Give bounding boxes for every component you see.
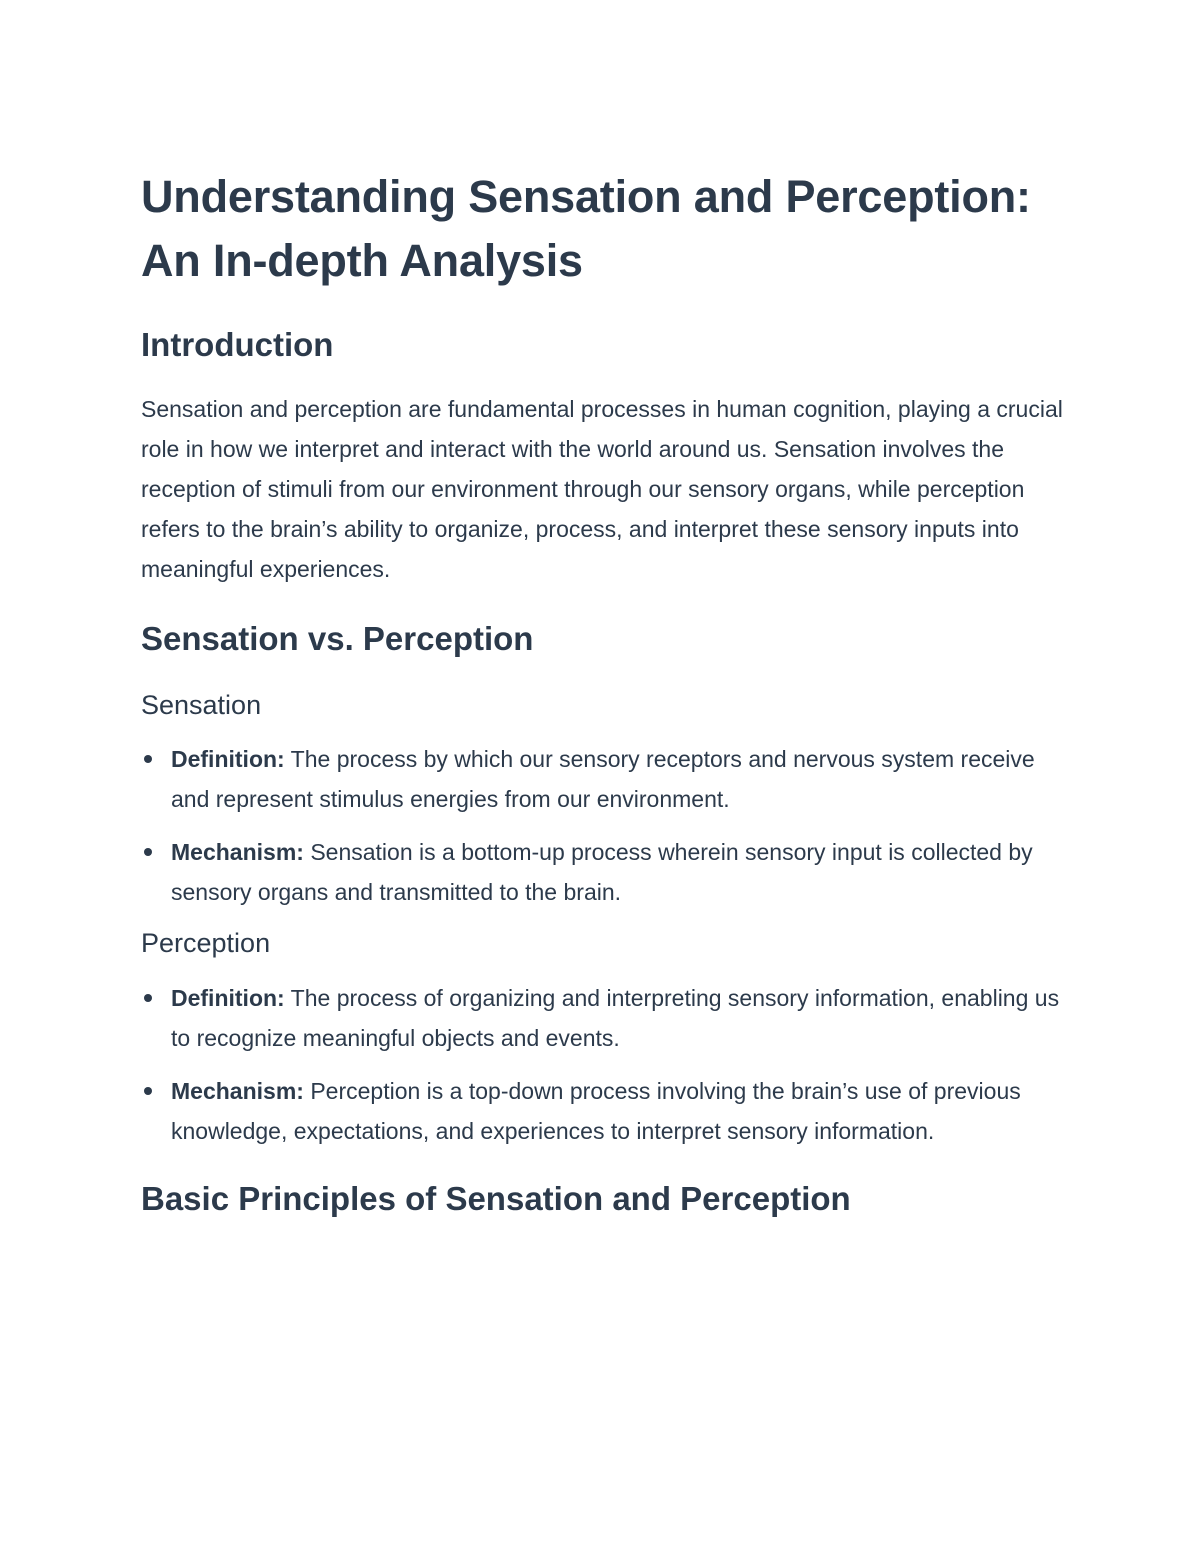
introduction-heading: Introduction [141, 326, 334, 363]
list-item [141, 978, 1071, 1058]
document-title: Understanding Sensation and Perception: An In-depth Analysis [141, 171, 1031, 286]
sensation-subheading: Sensation [141, 690, 262, 720]
list-item-term: Definition: [171, 985, 285, 1011]
bullet-icon [144, 848, 152, 856]
list-item [141, 1071, 1071, 1151]
bullet-icon [144, 994, 152, 1002]
list-item-text: The process by which our sensory receptors and nervous system receive and represent stimulus energies from our environment. [171, 746, 1035, 812]
list-item-text: The process of organizing and interpreting sensory information, enabling us to recognize meaningful objects and events. [171, 985, 1060, 1051]
list-item [141, 739, 1071, 819]
list-item-term: Mechanism: [171, 1078, 304, 1104]
basic-principles-heading: Basic Principles of Sensation and Perception [141, 1180, 851, 1217]
introduction-paragraph: Sensation and perception are fundamental processes in human cognition, playing a crucial role in how we interpret and interact with the world around us. Sensation involves the reception of stimuli from our environment through our sensory organs, while perception refers to the brain’s ability to organize, process, and interpret these sensory inputs into meaningful experiences. [141, 396, 1063, 582]
list-item [141, 832, 1071, 912]
bullet-icon [144, 1087, 152, 1095]
list-item-text: Sensation is a bottom-up process wherein sensory input is collected by sensory organs and transmitted to the brain. [171, 839, 1033, 905]
list-item-term: Definition: [171, 746, 285, 772]
document-page [141, 165, 1071, 1221]
sensation-list [141, 739, 1071, 912]
bullet-icon [144, 755, 152, 763]
list-item-term: Mechanism: [171, 839, 304, 865]
perception-list [141, 978, 1071, 1151]
list-item-text: Perception is a top-down process involving the brain’s use of previous knowledge, expectations, and experiences to interpret sensory information. [171, 1078, 1021, 1144]
perception-subheading: Perception [141, 928, 271, 958]
sensation-vs-perception-heading: Sensation vs. Perception [141, 620, 534, 657]
